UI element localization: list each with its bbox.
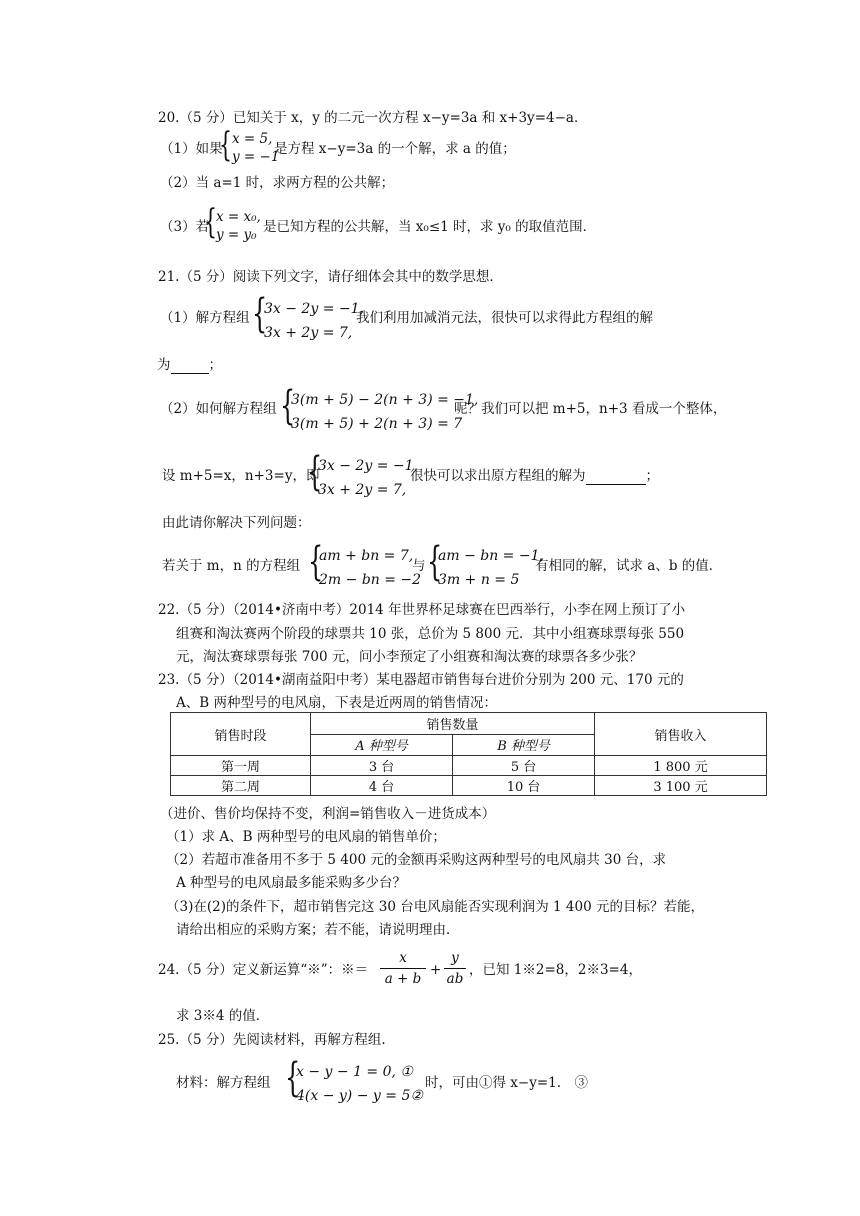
q21-part4-text: 有相同的解，试求 a、b 的值． (535, 558, 723, 574)
q20-part3-brace: { (204, 202, 217, 242)
q20-part3-text: 是已知方程的公共解，当 x₀≤1 时，求 y₀ 的取值范围． (263, 219, 597, 235)
q20-part1-prefix: （1）如果 (160, 141, 223, 157)
row1-period: 第一周 (171, 756, 311, 776)
q21-part2-prefix: （2）如何解方程组 (160, 401, 277, 417)
q24-line2: 求 3※4 的值． (176, 1008, 270, 1024)
q20-part3-system (216, 208, 261, 244)
q22-line2: 组赛和淘汰赛两个阶段的球票共 10 张，总价为 5 800 元．其中小组赛球票每张 550 (176, 626, 685, 642)
q20-part1-text: 是方程 x−y=3a 的一个解，求 a 的值； (274, 141, 516, 157)
q21-part3: 由此请你解决下列问题： (162, 515, 311, 531)
q24-f1-denominator: a + b (380, 968, 426, 989)
sales-table (170, 712, 767, 796)
q21-part4-system2 (438, 544, 544, 592)
q21-part4-sys2-eq1: am − bn = −1, (438, 548, 544, 564)
q23-sub3-line1: （3)在(2)的条件下，超市销售完这 30 台电风扇能否实现利润为 1 400 元的目标？若能， (166, 899, 704, 915)
q21-part4-system1 (319, 544, 421, 592)
q20-part1-brace: { (219, 125, 232, 165)
q21-part2b-text (410, 467, 659, 485)
q21-part4-prefix: 若关于 m，n 的方程组 (162, 558, 301, 574)
q21-part2b-end: ； (645, 468, 659, 484)
q24-f2-denominator: ab (444, 968, 466, 989)
q21-part2-brace: { (280, 383, 296, 429)
header-type-b: B 种型号 (453, 734, 595, 756)
q21-part2b-brace: { (307, 449, 323, 495)
q24-f2-numerator: y (451, 950, 459, 966)
q21-part2b-system (318, 454, 418, 502)
q20-part3-eq2: y = y₀ (216, 227, 257, 243)
q21-part2b-post: 很快可以求出原方程组的解为 (410, 468, 586, 484)
row2-b: 10 台 (453, 776, 595, 796)
q24-plus: + (430, 962, 442, 978)
q20-part1-eq2: y = −1 (232, 149, 280, 165)
q20-part2: （2）当 a=1 时，求两方程的公共解； (160, 175, 395, 191)
q24-f1-numerator: x (399, 950, 407, 966)
q25-material-prefix: 材料：解方程组 (176, 1075, 271, 1091)
q20-part1-eq1: x = 5, (232, 131, 273, 147)
header-quantity: 销售数量 (311, 713, 595, 735)
row1-b: 5 台 (453, 756, 595, 776)
header-period: 销售时段 (171, 713, 311, 756)
table-row (171, 776, 767, 796)
q25-eq1: x − y − 1 = 0, ① (296, 1064, 413, 1080)
table-row (171, 756, 767, 776)
q24-suffix: ，已知 1※2=8，2※3=4， (469, 962, 642, 978)
q22-line1: 22.（5 分）（2014•济南中考）2014 年世界杯足球赛在巴西举行，小李在网上预订了小 (158, 602, 686, 618)
q21-part2-text: 呢？我们可以把 m+5，n+3 看成一个整体， (454, 401, 727, 417)
q21-part2b-eq2: 3x + 2y = 7, (318, 482, 407, 498)
q21-part1-eq1: 3x − 2y = −1, (264, 301, 364, 317)
q21-answer-blank-2[interactable] (586, 468, 646, 485)
row1-income: 1 800 元 (595, 756, 767, 776)
q24-prefix: 24.（5 分）定义新运算“※”：※＝ (158, 962, 369, 978)
q23-line1: 23.（5 分）（2014•湖南益阳中考）某电器超市销售每台进价分别为 200 元、170 元的 (158, 672, 684, 688)
row2-income: 3 100 元 (595, 776, 767, 796)
q21-part1-eq2: 3x + 2y = 7, (264, 325, 353, 341)
q23-line2: A、B 两种型号的电风扇，下表是近两周的销售情况： (176, 695, 497, 711)
q21-part2-system (291, 388, 478, 436)
q23-sub3-line2: 请给出相应的采购方案；若不能，请说明理由． (176, 922, 460, 938)
q21-part1-prefix: （1）解方程组 (160, 310, 250, 326)
q21-part4-sys1-eq2: 2m − bn = −2 (319, 572, 422, 588)
q25-brace: { (285, 1055, 301, 1101)
q21-part1-text: 我们利用加减消元法，很快可以求得此方程组的解 (356, 310, 653, 326)
q21-part1-wei: 为 (157, 357, 171, 373)
q20-heading: 20.（5 分）已知关于 x，y 的二元一次方程 x−y=3a 和 x+3y=4−a． (158, 110, 588, 126)
q20-part1-system (232, 130, 279, 166)
q21-part2-eq1: 3(m + 5) − 2(n + 3) = −1, (291, 392, 479, 408)
header-type-a: A 种型号 (311, 734, 453, 756)
q23-sub1: （1）求 A、B 两种型号的电风扇的销售单价； (166, 829, 446, 845)
q21-part2b-prefix: 设 m+5=x，n+3=y，即 (162, 468, 320, 484)
row1-a: 3 台 (311, 756, 453, 776)
q21-part1-brace: { (252, 291, 268, 337)
q20-part3-prefix: （3）若 (160, 219, 210, 235)
q21-part4-sys1-eq1: am + bn = 7, (319, 548, 414, 564)
q21-part4-sys2-eq2: 3m + n = 5 (438, 572, 520, 588)
q21-part1-end: ； (208, 357, 222, 373)
q25-heading: 25.（5 分）先阅读材料，再解方程组. (158, 1032, 386, 1048)
q21-heading: 21.（5 分）阅读下列文字，请仔细体会其中的数学思想． (158, 269, 503, 285)
q23-note: （进价、售价均保持不变，利润=销售收入－进货成本） (160, 806, 496, 822)
row2-period: 第二周 (171, 776, 311, 796)
q24-fraction-2 (444, 948, 466, 989)
q21-part1-system (264, 297, 364, 345)
q22-line3: 元，淘汰赛球票每张 700 元，问小李预定了小组赛和淘汰赛的球票各多少张？ (176, 649, 643, 665)
q20-part3-eq1: x = x₀, (216, 209, 261, 225)
q25-eq2: 4(x − y) − y = 5② (296, 1088, 423, 1104)
q21-part1-continued (157, 356, 222, 374)
q21-part2-eq2: 3(m + 5) + 2(n + 3) = 7 (291, 416, 463, 432)
q23-sub2-line1: （2）若超市准备用不多于 5 400 元的金额再采购这两种型号的电风扇共 30 台，求 (166, 852, 667, 868)
q23-sub2-line2: A 种型号的电风扇最多能采购多少台？ (176, 875, 407, 891)
q21-answer-blank-1[interactable] (171, 357, 209, 374)
q25-system (296, 1060, 423, 1108)
q25-material-text: 时，可由①得 x−y=1. ③ (425, 1075, 589, 1091)
q21-part4-and: 与 (412, 558, 426, 574)
header-income: 销售收入 (595, 713, 767, 756)
q24-fraction-1 (380, 948, 426, 989)
row2-a: 4 台 (311, 776, 453, 796)
q21-part4-brace2: { (427, 539, 443, 585)
q21-part2b-eq1: 3x − 2y = −1, (318, 458, 418, 474)
q21-part4-brace1: { (308, 539, 324, 585)
